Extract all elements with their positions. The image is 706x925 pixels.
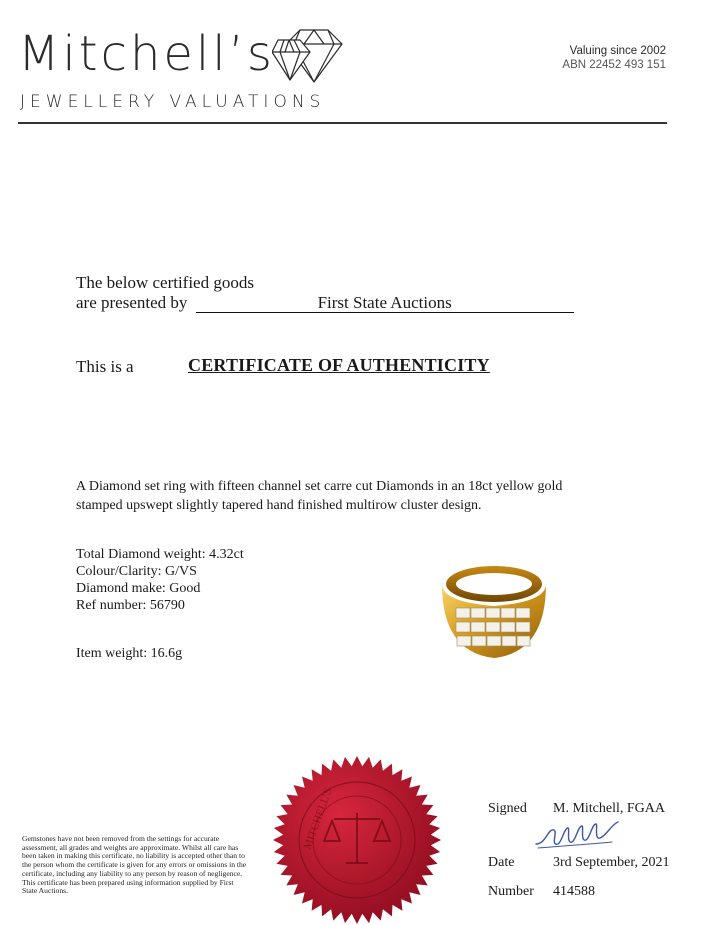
spec-colour-clarity: Colour/Clarity: G/VS (76, 564, 197, 579)
presenter-name: First State Auctions (196, 294, 574, 313)
presented-by-label: are presented by (76, 293, 188, 312)
signed-value: M. Mitchell, FGAA (553, 801, 665, 816)
ring-photo (436, 562, 552, 662)
intro-line-1: The below certified goods (76, 273, 254, 292)
diamond-icon (272, 26, 346, 86)
intro-line-2 (76, 293, 574, 313)
signed-label: Signed (488, 801, 527, 816)
tagline: Valuing since 2002 (569, 45, 666, 57)
brand-subtitle: JEWELLERY VALUATIONS (20, 92, 326, 112)
date-value: 3rd September, 2021 (553, 855, 670, 870)
abn: ABN 22452 493 151 (562, 59, 666, 71)
certificate-title: CERTIFICATE OF AUTHENTICITY (188, 355, 490, 375)
signature (532, 818, 622, 852)
item-description: A Diamond set ring with fifteen channel set carre cut Diamonds in an 18ct yellow gold stamped upswept slightly tapered hand finished multirow cluster design. (76, 479, 563, 513)
certificate-prefix: This is a (76, 357, 134, 376)
brand-name: Mitchell’s (18, 26, 275, 82)
tagline-block (562, 44, 666, 72)
spec-total-weight: Total Diamond weight: 4.32ct (76, 547, 244, 562)
date-label: Date (488, 855, 515, 870)
item-weight: Item weight: 16.6g (76, 646, 183, 661)
wax-seal (272, 755, 442, 925)
disclaimer: Gemstones have not been removed from the settings for accurate assessment, all grades and weights are approximate. Whilst all care has been taken in making this certificate, no liability is accepted other than to the person whom the certificate is given for any errors or omissions in the certificate, including any liability to any person by reason of negligence. This certificate has been prepared using information supplied by First State Auctions. (22, 834, 247, 896)
spec-diamond-make: Diamond make: Good (76, 581, 201, 596)
number-value: 414588 (553, 884, 595, 899)
header-divider (18, 122, 667, 124)
number-label: Number (488, 884, 534, 899)
spec-ref-number: Ref number: 56790 (76, 598, 185, 613)
seal-text: MITCHELL’S (301, 786, 335, 852)
